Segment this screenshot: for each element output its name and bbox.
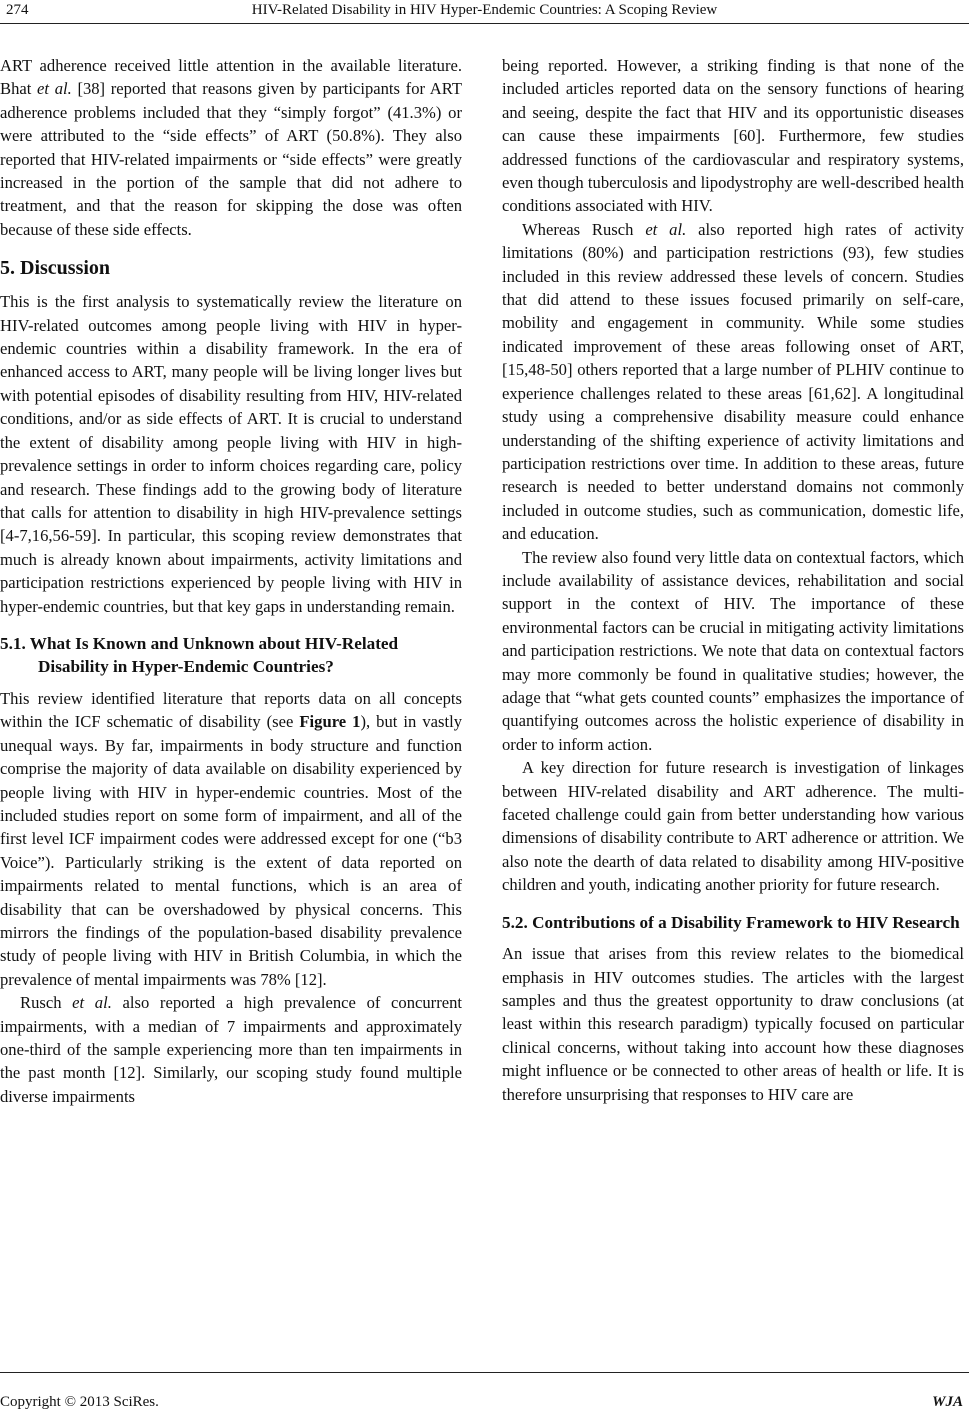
paragraph-rusch-concurrent: Rusch et al. also reported a high prevalence of concurrent impairments, with a median of 7 impairments and approximately one-third of the sample experiencing more than ten impairments in the past month [12]. Similarly, our scoping study found multiple diverse impairments xyxy=(0,993,463,1106)
right-column xyxy=(502,54,964,1106)
running-title: HIV-Related Disability in HIV Hyper-Endemic Countries: A Scoping Review xyxy=(251,2,718,18)
paragraph-icf-concepts: This review identified literature that reports data on all concepts within the ICF schematic of disability (see Figure 1), but in vastly unequal ways. By far, impairments in body structure and function comprise the majority of data available on disability experienced by people living with HIV in hyper-endemic countries. Most of the included studies report on some form of impairment, and all of the first level ICF impairment codes were addressed except for one (“b3 Voice”). Particularly striking is the extent of data reported on impairments related to mental functions, which is an area of disability that can be overshadowed by physical concerns. This mirrors the findings of the population-based disability prevalence study of people living with HIV in British Columbia, in which the prevalence of mental impairments was 78% [12]. xyxy=(0,688,462,989)
paragraph-contextual-factors: The review also found very little data on contextual factors, which include availability of assistance devices, rehabilitation and social support in the context of HIV. The importance of these environmental factors can be crucial in mitigating activity limitations and participation restrictions. We note that data on contextual factors may more commonly be found in qualitative studies; however, the adage that “what gets counted counts” emphasizes the importance of quantifying outcomes across the holistic experience of disability in order to inform action. xyxy=(502,547,964,754)
footer-rule xyxy=(0,1372,969,1373)
subsection-heading-5-2: 5.2. Contributions of a Disability Framework to HIV Research xyxy=(502,912,960,932)
left-column xyxy=(0,54,462,1108)
page-header xyxy=(0,0,969,30)
paragraph-biomedical-emphasis: An issue that arises from this review relates to the biomedical emphasis in HIV outcomes studies. The articles with the largest samples and thus the greatest opportunity to draw conclusions (at least within this research paradigm) typically focused on particular clinical concerns, without taking into account how these diagnoses might influence or be connected to other areas of health or life. It is therefore unsurprising that responses to HIV care are xyxy=(502,944,964,1104)
paragraph-future-research: A key direction for future research is investigation of linkages between HIV-related disability and ART adherence. The multi-faceted challenge could gain from better understanding how various dimensions of disability contribute to ART adherence or attrition. We also note the dearth of data related to disability among HIV-positive children and youth, indicating another priority for future research. xyxy=(502,758,964,895)
paragraph-sensory-functions: being reported. However, a striking finding is that none of the included articles reported data on the sensory functions of hearing and seeing, despite the fact that HIV and its opportunistic diseases can cause these impairments [60]. Furthermore, few studies addressed functions of the cardiovascular and respiratory systems, even though tuberculosis and lipodystrophy are well-described health conditions associated with HIV. xyxy=(502,56,964,216)
paragraph-activity-limitations: Whereas Rusch et al. also reported high rates of activity limitations (80%) and participation restrictions (93), few studies included in this review addressed these levels of concern. Studies that did attend to these issues focused primarily on self-care, mobility and engagement in community. While some studies indicated improvement of these areas following onset of ART, [15,48-50] others reported that a large number of PLHIV continue to experience challenges related to these areas [61,62]. A longitudinal study using a comprehensive disability measure could enhance understanding of the shifting experience of activity limitations and participation restrictions over time. In addition to these areas, future research is needed to better understand domains not commonly included in outcome studies, such as communication, domestic life, and education. xyxy=(502,219,964,544)
paragraph-discussion-intro: This is the first analysis to systematically review the literature on HIV-related outcomes among people living with HIV in hyper-endemic countries within a disability framework. In the era of enhanced access to ART, many people will be living longer lives but with potential episodes of disability resulting from HIV, HIV-related conditions, and/or as side effects of ART. It is crucial to understand the extent of disability among people living with HIV in high-prevalence settings in order to inform choices regarding care, policy and research. These findings add to the growing body of literature that calls for attention to disability in high HIV-prevalence settings [4-7,16,56-59]. In particular, this scoping review demonstrates that much is already known about impairments, activity limitations and participation restrictions experienced by people living with HIV in hyper-endemic countries, but that key gaps in understanding remain. xyxy=(0,292,462,616)
copyright-notice: Copyright © 2013 SciRes. xyxy=(0,1394,159,1410)
header-rule xyxy=(0,23,969,24)
subsection-heading-5-1: 5.1. What Is Known and Unknown about HIV-Related Disability in Hyper-Endemic Countries? xyxy=(0,633,399,677)
page-footer xyxy=(0,1372,969,1412)
journal-abbreviation: WJA xyxy=(932,1394,963,1410)
section-heading-discussion: 5. Discussion xyxy=(0,257,111,280)
paragraph-art-adherence: ART adherence received little attention in the available literature. Bhat et al. [38] reported that reasons given by participants for ART adherence problems included that they “simply forgot” (41.3%) or were attributed to the “side effects” of ART (50.8%). They also reported that HIV-related impairments or “side effects” were greatly increased in the portion of the sample that did not adhere to treatment, and that the reason for skipping the dose was often because of these side effects. xyxy=(0,56,462,239)
page-number: 274 xyxy=(6,2,29,18)
